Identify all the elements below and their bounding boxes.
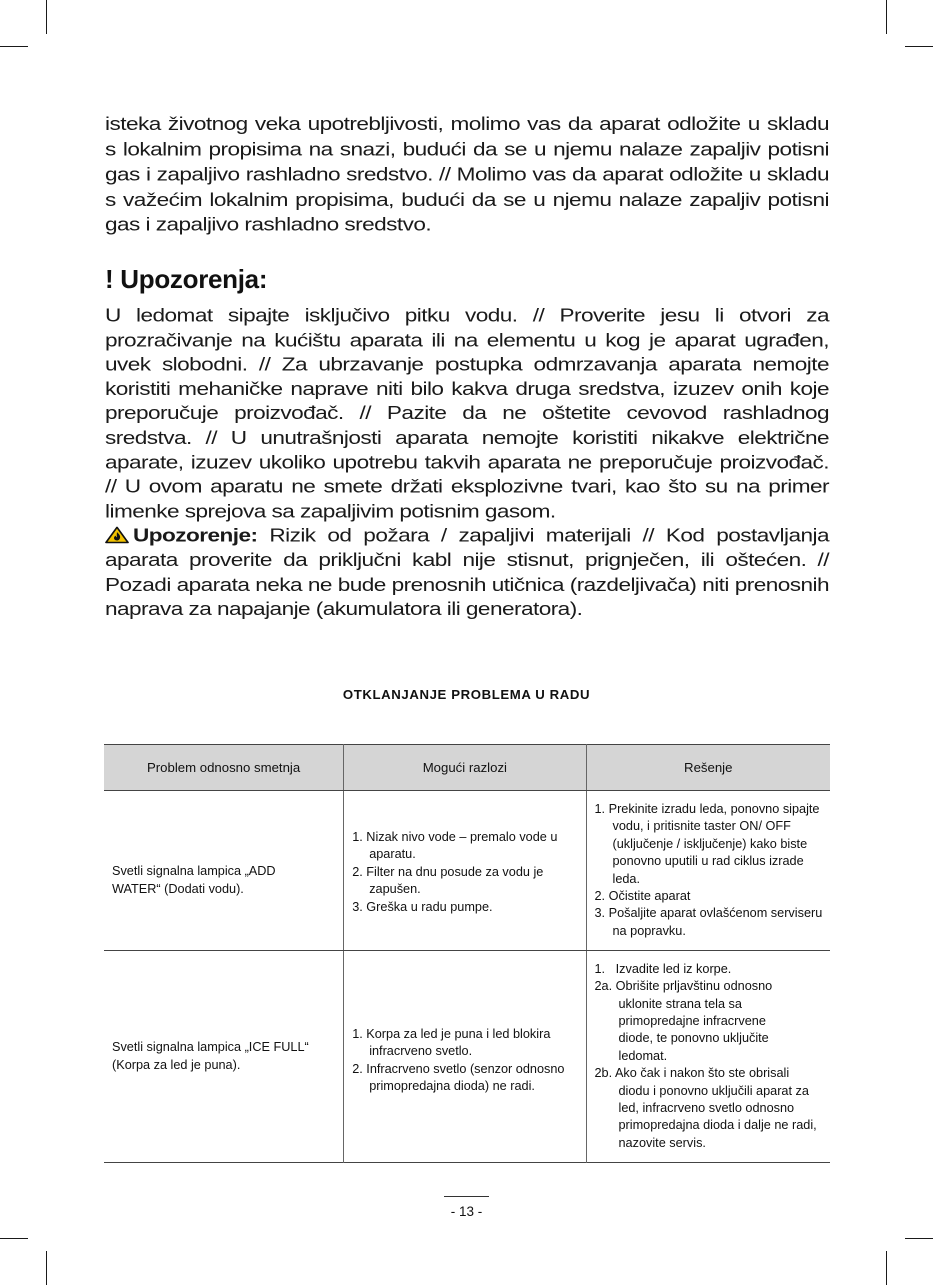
list-item: 2. Filter na dnu posude za vodu je zapušen.	[352, 864, 544, 897]
symptom-cell	[104, 951, 344, 1163]
list-item: 1. Prekinite izradu leda, ponovno sipajte vodu, i pritisnite taster ON/ OFF (uključenje / isključenje) kako biste ponovno uputili u rad ciklus izrade leda.	[594, 801, 820, 886]
crop-mark	[905, 46, 933, 47]
fire-warning-label: Upozorenje:	[133, 525, 258, 546]
list-item: 2. Očistite aparat	[594, 888, 691, 903]
solutions-cell	[586, 951, 830, 1163]
list-item: 1. Korpa za led je puna i led blokira infracrveno svetlo.	[352, 1026, 551, 1059]
crop-mark	[905, 1238, 933, 1239]
crop-mark	[886, 1251, 887, 1285]
list-item: 2b. Ako čak i nakon što ste obrisali diodu i ponovno uključili aparat za led, infracrveno svetlo odnosno primopredajna dioda i dalje ne radi, nazovite servis.	[594, 1066, 817, 1150]
symptom-text: Svetli signalna lampica „ICE FULL“ (Korpa za led je puna).	[112, 1040, 309, 1072]
fire-warning-text: Rizik od požara / zapaljivi materijali // Kod postavljanja aparata proverite da priključni kabl nije stisnut, prignječen, ili oštećen. // Pozadi aparata neka ne bude prenosnih utičnica (razdeljivača) niti prenosnih naprava za napajanje (akumulatora ili generatora).	[105, 525, 829, 619]
fire-warning-triangle-icon	[105, 526, 129, 544]
header-solution: Rešenje	[586, 745, 830, 791]
crop-mark	[46, 0, 47, 34]
intro-paragraph	[105, 112, 829, 238]
warnings-block	[105, 304, 829, 622]
crop-mark	[0, 1238, 28, 1239]
header-problem: Problem odnosno smetnja	[104, 745, 344, 791]
table-header-row	[104, 745, 830, 791]
list-item: 1. Izvadite led iz korpe.	[594, 961, 732, 976]
crop-mark	[0, 46, 28, 47]
warnings-heading: ! Upozorenja:	[105, 264, 268, 294]
fire-warning	[105, 524, 829, 622]
causes-cell	[344, 791, 586, 951]
table-row	[104, 951, 830, 1163]
symptom-text: Svetli signalna lampica „ADD WATER“ (Dodati vodu).	[112, 864, 276, 896]
table-row	[104, 791, 830, 951]
causes-cell	[344, 951, 586, 1163]
symptom-cell	[104, 791, 344, 951]
list-item: 1. Nizak nivo vode – premalo vode u aparatu.	[352, 829, 558, 862]
crop-mark	[886, 0, 887, 34]
intro-text: isteka životnog veka upotrebljivosti, molimo vas da aparat odložite u skladu s lokalnim propisima na snazi, budući da se u njemu nalaze zapaljiv potisni gas i zapaljivo rashladno sredstvo. // Molimo vas da aparat odložite u skladu s važećim lokalnim propisima, budući da se u njemu nalaze zapaljiv potisni gas i zapaljivo rashladno sredstvo.	[105, 113, 829, 236]
list-item: 3. Greška u radu pumpe.	[352, 899, 493, 914]
page-number: - 13 -	[444, 1196, 489, 1219]
warnings-text: U ledomat sipajte isključivo pitku vodu. // Proverite jesu li otvori za prozračivanje na kućištu aparata ili na elementu u kog je aparat ugrađen, uvek slobodni. // Za ubrzavanje postupka odmrzavanja aparata nemojte koristiti mehaničke naprave niti bilo kakva druga sredstva, izuzev onih koje preporučuje proizvođač. // Pazite da ne oštetite cevovod rashladnog sredstva. // U unutrašnjosti aparata nemojte koristiti nikakve električne aparate, izuzev ukoliko upotrebu takvih aparata ne preporučuje proizvođač. // U ovom aparatu ne smete držati eksplozivne tvari, kao što su na primer limenke sprejova sa zapaljivim potisnim gasom.	[105, 305, 829, 522]
list-item: 3. Pošaljite aparat ovlašćenom serviseru na popravku.	[594, 906, 823, 938]
solutions-list	[587, 801, 831, 940]
crop-mark	[46, 1251, 47, 1285]
list-item: 2. Infracrveno svetlo (senzor odnosno primopredajna dioda) ne radi.	[352, 1061, 565, 1093]
causes-list	[344, 825, 585, 916]
solutions-list	[587, 961, 831, 1152]
section-title: OTKLANJANJE PROBLEMA U RADU	[342, 687, 591, 702]
list-item: 2a. Obrišite prljavštinu odnosno uklonite strana tela sa primopredajne infracrvene diode, te ponovno uključite ledomat.	[594, 979, 773, 1063]
header-causes: Mogući razlozi	[344, 745, 586, 791]
solutions-cell	[586, 791, 830, 951]
causes-list	[344, 1018, 585, 1096]
troubleshooting-table	[104, 744, 830, 1163]
